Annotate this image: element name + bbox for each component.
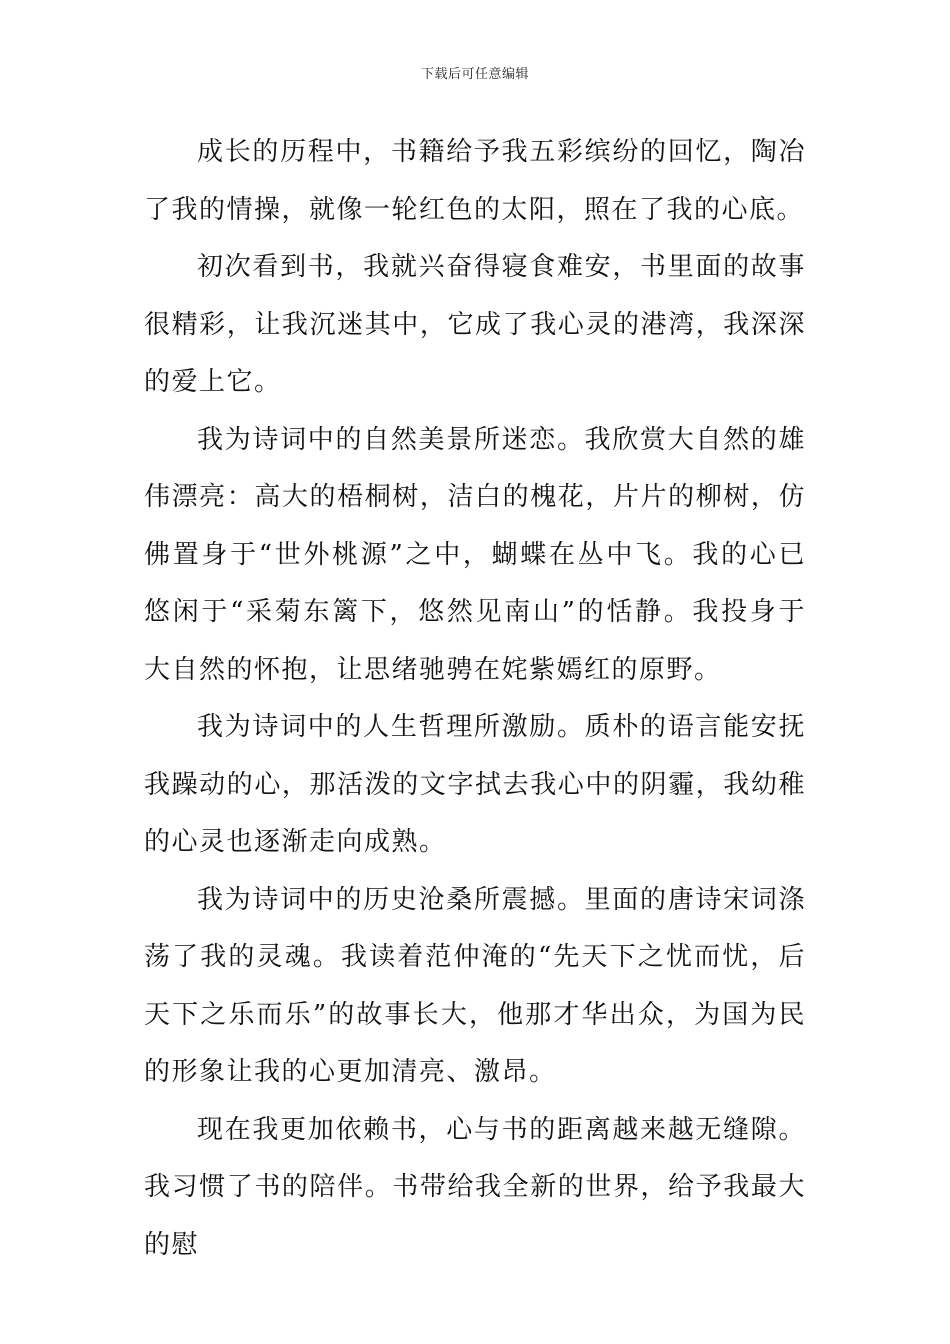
paragraph-2: 初次看到书，我就兴奋得寝食难安，书里面的故事很精彩，让我沉迷其中，它成了我心灵的港湾，我深深的爱上它。 — [144, 252, 806, 397]
header-note: 下载后可任意编辑 — [420, 67, 529, 82]
paragraph-1: 成长的历程中，书籍给予我五彩缤纷的回忆，陶冶了我的情操，就像一轮红色的太阳，照在了我的心底。 — [144, 137, 806, 225]
paragraph-5: 我为诗词中的历史沧桑所震撼。里面的唐诗宋词涤荡了我的灵魂。我读着范仲淹的“先天下之忧而忧，后天下之乐而乐”的故事长大，他那才华出众，为国为民的形象让我的心更加清亮、激昂。 — [144, 884, 806, 1087]
paragraph-4: 我为诗词中的人生哲理所激励。质朴的语言能安抚我躁动的心，那活泼的文字拭去我心中的阴霾，我幼稚的心灵也逐渐走向成熟。 — [144, 712, 806, 857]
body-text — [144, 124, 806, 1274]
paragraph-3: 我为诗词中的自然美景所迷恋。我欣赏大自然的雄伟漂亮：高大的梧桐树，洁白的槐花，片片的柳树，仿佛置身于“世外桃源”之中，蝴蝶在丛中飞。我的心已悠闲于“采菊东篱下，悠然见南山”的恬静。我投身于大自然的怀抱，让思绪驰骋在姹紫嫣红的原野。 — [144, 424, 806, 685]
paragraph-6: 现在我更加依赖书，心与书的距离越来越无缝隙。我习惯了书的陪伴。书带给我全新的世界，给予我最大的慰 — [144, 1114, 806, 1260]
